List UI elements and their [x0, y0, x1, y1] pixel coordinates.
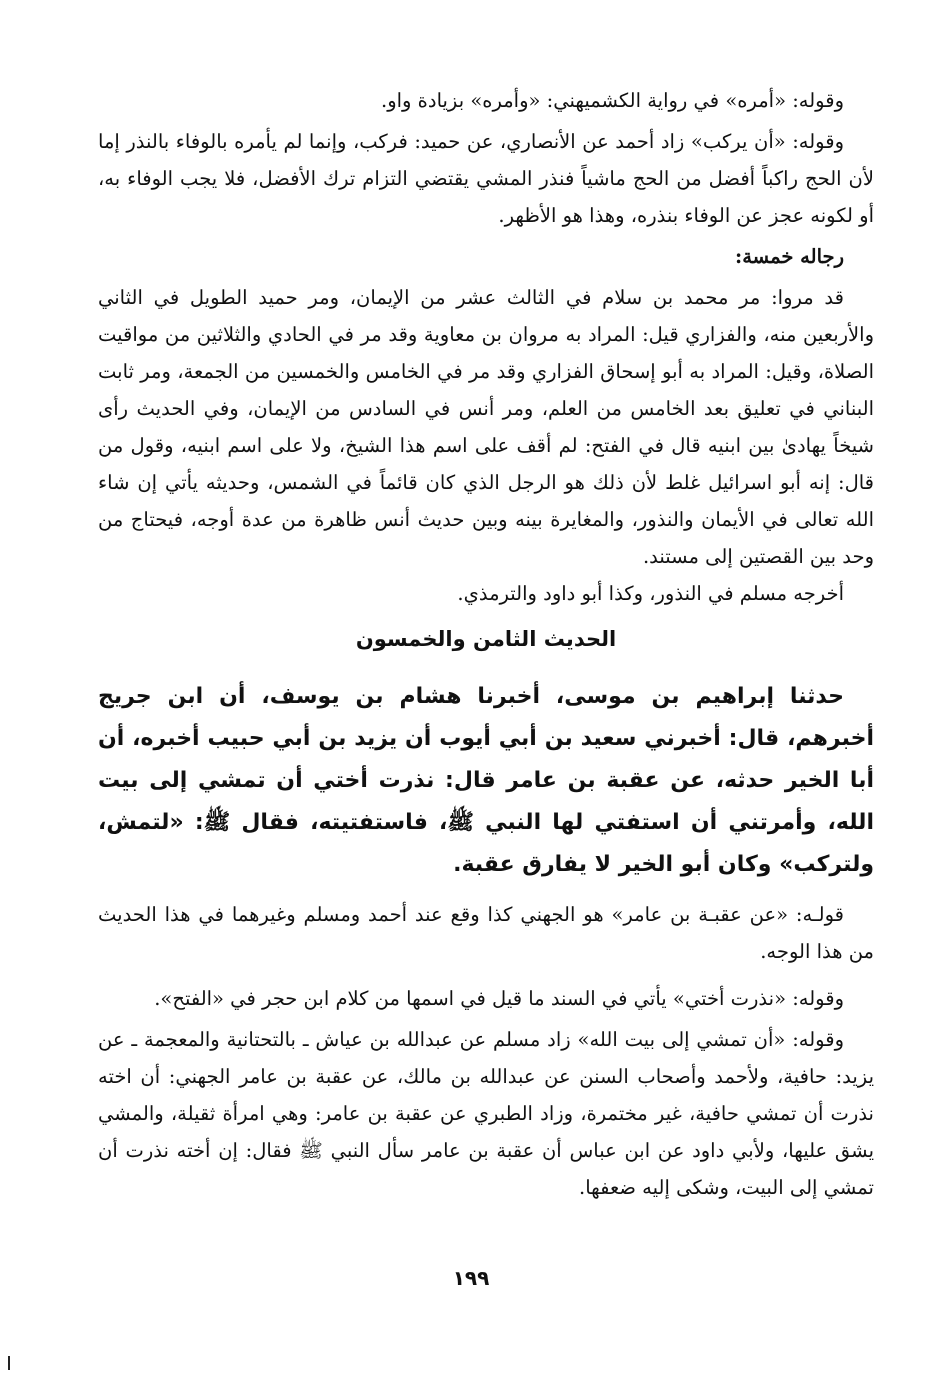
commentary-paragraph: قولـه: «عن عقبـة بن عامر» هو الجهني كذا وقع عند أحمد ومسلم وغيرهما في هذا الحديث من هذا الوجه. — [98, 903, 874, 963]
commentary-paragraph: أخرجه مسلم في النذور، وكذا أبو داود والترمذي. — [457, 582, 844, 605]
hadith-text: حدثنا إبراهيم بن موسى، أخبرنا هشام بن يوسف، أن ابن جريج أخبرهم، قال: أخبرني سعيد بن أبي أيوب أن يزيد بن أبي حبيب أخبره، أن أبا الخير حدثه، عن عقبة بن عامر قال: نذرت أختي أن تمشي إلى بيت الله، وأمرتني أن استفتي لها النبي ﷺ، فاستفتيته، فقال ﷺ: «لتمش، ولتركب» وكان أبو الخير لا يفارق عقبة. — [98, 684, 874, 877]
commentary-paragraph: قد مروا: مر محمد بن سلام في الثالث عشر من الإيمان، ومر حميد الطويل في الثاني والأربعين منه، والفزاري قيل: المراد به مروان بن معاوية وقد مر في الحادي والثلاثين من مواقيت الصلاة، وقيل: المراد به أبو إسحاق الفزاري وقد مر في الخامس والخمسين من الجمعة، ومر ثابت البناني في تعليق بعد الخامس من العلم، ومر أنس في السادس من الإيمان، وفي الحديث رأى شيخاً يهادىٰ بين ابنيه قال في الفتح: لم أقف على اسم هذا الشيخ، ولا على اسم ابنيه، وقول من قال: إنه أبو اسرائيل غلط لأن ذلك هو الرجل الذي كان قائماً في الشمس، وحديثه يأتي إن شاء الله تعالى في الأيمان والنذور، والمغايرة بينه وبين حديث أنس ظاهرة من عدة أوجه، فيحتاج من وحد بين القصتين إلى مستند. — [98, 286, 874, 568]
narrators-heading: رجاله خمسة: — [735, 245, 844, 268]
commentary-paragraph: وقوله: «أن يركب» زاد أحمد عن الأنصاري، عن حميد: فركب، وإنما لم يأمره بالوفاء بالنذر إما لأن الحج راكباً أفضل من الحج ماشياً فنذر المشي يقتضي التزام ترك الأفضل، فلا يجب الوفاء به، أو لكونه عجز عن الوفاء بنذره، وهذا هو الأظهر. — [98, 130, 874, 227]
scan-edge-mark — [8, 1356, 10, 1370]
commentary-paragraph: وقوله: «نذرت أختي» يأتي في السند ما قيل في اسمها من كلام ابن حجر في «الفتح». — [154, 987, 844, 1010]
page-body — [98, 82, 874, 1206]
section-heading: الحديث الثامن والخمسون — [355, 627, 617, 651]
commentary-paragraph: وقوله: «أن تمشي إلى بيت الله» زاد مسلم عن عبدالله بن عياش ـ بالتحتانية والمعجمة ـ عن يزيد: حافية، ولأحمد وأصحاب السنن عن عبدالله بن مالك، عن عقبة بن عامر الجهني: أن اخته نذرت أن تمشي حافية، غير مختمرة، وزاد الطبري عن عقبة بن عامر: وهي امرأة ثقيلة، والمشي يشق عليها، ولأبي داود عن ابن عباس أن عقبة بن عامر سأل النبي ﷺ فقال: إن أخته نذرت أن تمشي إلى البيت، وشكى إليه ضعفها. — [98, 1028, 875, 1199]
commentary-paragraph: وقوله: «أمره» في رواية الكشميهني: «وأمره» بزيادة واو. — [381, 89, 844, 112]
page-number: ١٩٩ — [452, 1266, 490, 1290]
